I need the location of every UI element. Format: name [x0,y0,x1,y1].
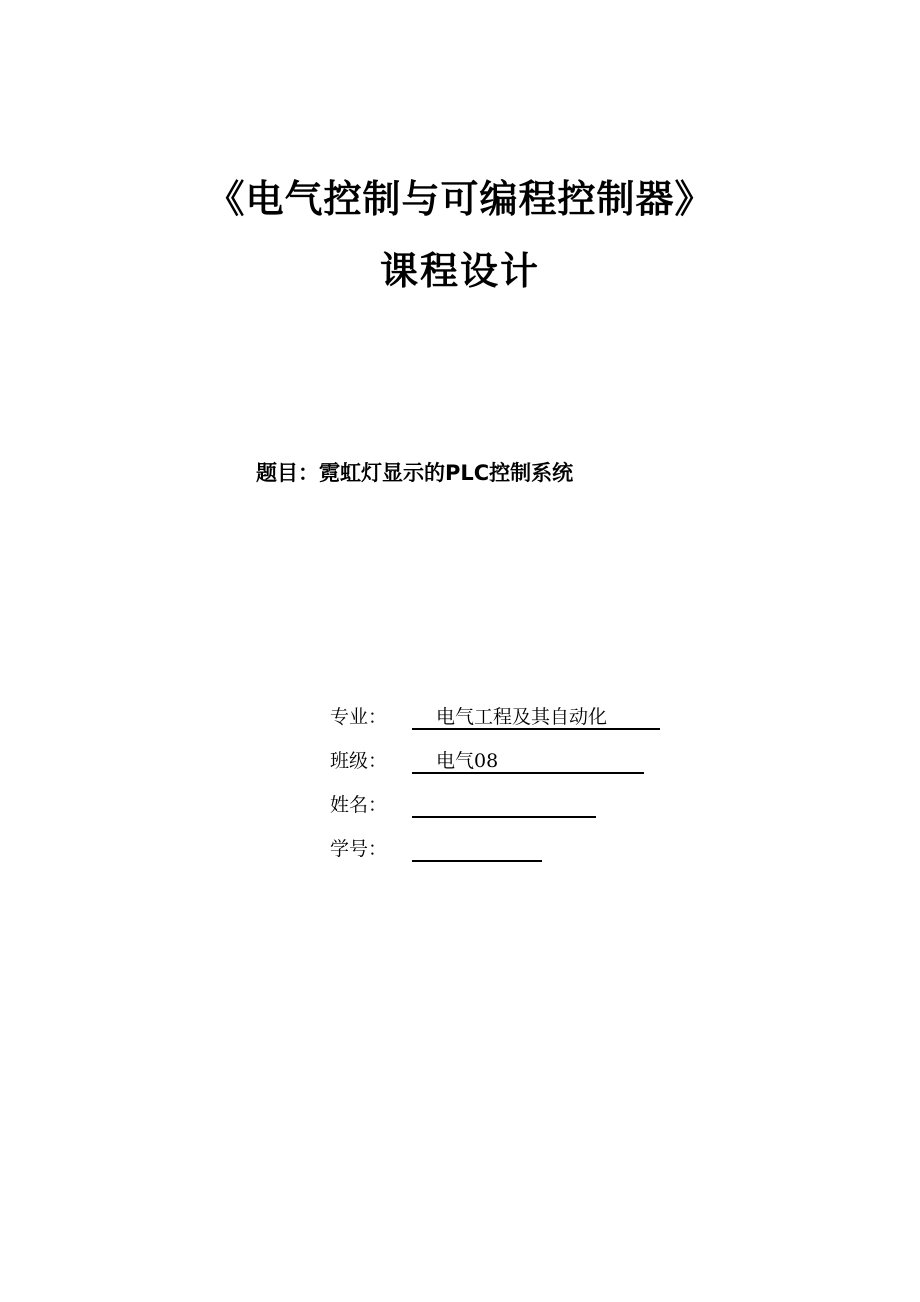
document-subtitle: 课程设计 [379,249,540,293]
info-row-major [330,700,660,730]
info-row-student-id [330,832,542,862]
major-label: 专业： [330,706,388,728]
major-field: 电气工程及其自动化 [412,704,660,730]
student-id-field [412,834,542,862]
student-id-label: 学号： [330,838,388,860]
class-field: 电气08 [412,748,644,774]
topic-line: 题目：霓虹灯显示的PLC控制系统 [256,461,574,485]
info-row-class [330,744,644,774]
info-row-name [330,788,596,818]
document-title: 《电气控制与可编程控制器》 [206,177,714,221]
class-label: 班级： [330,750,388,772]
name-field [412,790,596,818]
name-label: 姓名： [330,794,388,816]
